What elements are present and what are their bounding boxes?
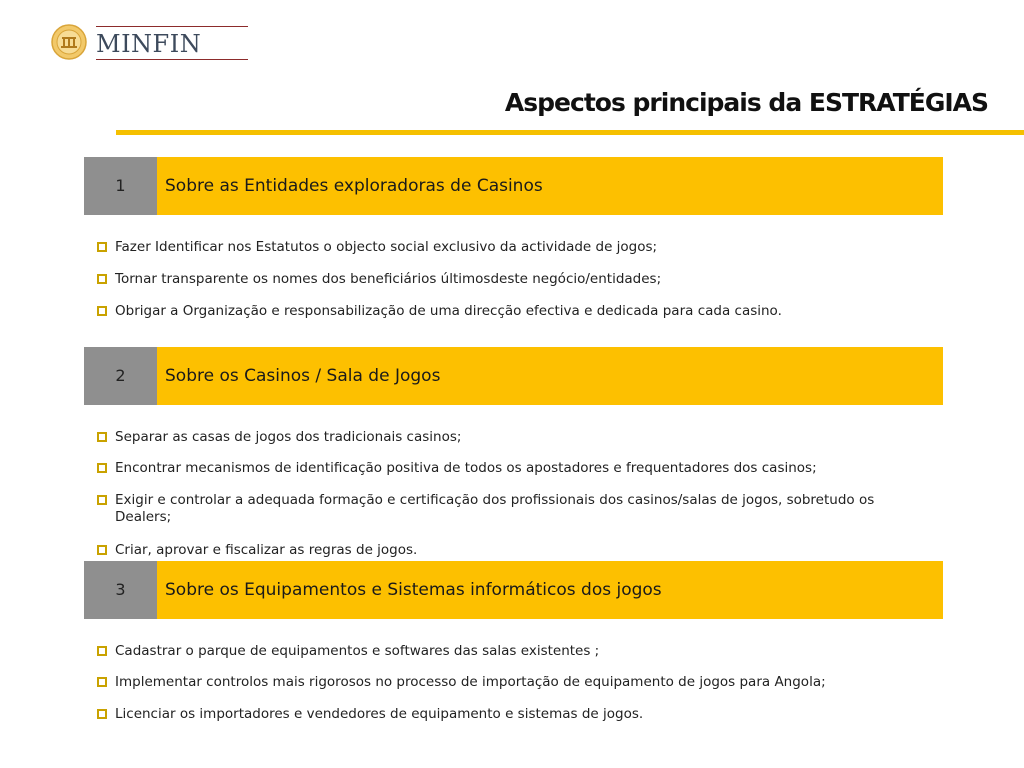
checkbox-bullet-icon (97, 432, 107, 442)
section-title-bar (157, 347, 943, 405)
section-number: 2 (115, 366, 126, 385)
title-underline (116, 130, 1024, 135)
minfin-logo (51, 22, 201, 64)
checkbox-bullet-icon (97, 646, 107, 656)
logo-rule-top (96, 26, 248, 27)
ministry-seal-icon (51, 24, 87, 60)
section-title: Sobre os Casinos / Sala de Jogos (165, 366, 441, 386)
checkbox-bullet-icon (97, 306, 107, 316)
section-header-2 (84, 347, 943, 405)
checkbox-bullet-icon (97, 463, 107, 473)
checkbox-bullet-icon (97, 242, 107, 252)
page-title: Aspectos principais da ESTRATÉGIAS (504, 88, 988, 117)
checkbox-bullet-icon (97, 495, 107, 505)
section-title: Sobre as Entidades exploradoras de Casinos (165, 176, 543, 196)
list-item-text: Criar, aprovar e fiscalizar as regras de jogos. (115, 542, 418, 558)
section-number-box (84, 561, 157, 619)
list-item-text: Obrigar a Organização e responsabilização de uma direcção efectiva e dedicada para cada casino. (115, 303, 782, 319)
list-item-text: Exigir e controlar a adequada formação e certificação dos profissionais dos casinos/salas de jogos, sobretudo os Dealers; (115, 492, 875, 525)
section-number: 3 (115, 580, 126, 599)
logo-rule-bottom (96, 59, 248, 60)
section-number-box (84, 157, 157, 215)
section-title-bar (157, 157, 943, 215)
list-item-text: Tornar transparente os nomes dos beneficiários últimosdeste negócio/entidades; (115, 271, 662, 287)
section-title: Sobre os Equipamentos e Sistemas informáticos dos jogos (165, 580, 662, 600)
section-number-box (84, 347, 157, 405)
list-item-text: Implementar controlos mais rigorosos no processo de importação de equipamento de jogos para Angola; (115, 674, 826, 690)
list-item-text: Fazer Identificar nos Estatutos o objecto social exclusivo da actividade de jogos; (115, 239, 658, 255)
list-item-text: Licenciar os importadores e vendedores de equipamento e sistemas de jogos. (115, 706, 644, 722)
checkbox-bullet-icon (97, 677, 107, 687)
checkbox-bullet-icon (97, 274, 107, 284)
section-title-bar (157, 561, 943, 619)
list-item-text: Cadastrar o parque de equipamentos e softwares das salas existentes ; (115, 643, 600, 659)
list-item-text: Separar as casas de jogos dos tradicionais casinos; (115, 429, 462, 445)
logo-text: MINFIN (96, 30, 202, 58)
section-number: 1 (115, 176, 126, 195)
checkbox-bullet-icon (97, 709, 107, 719)
list-item-text: Encontrar mecanismos de identificação positiva de todos os apostadores e frequentadores dos casinos; (115, 460, 817, 476)
section-header-3 (84, 561, 943, 619)
section-header-1 (84, 157, 943, 215)
checkbox-bullet-icon (97, 545, 107, 555)
